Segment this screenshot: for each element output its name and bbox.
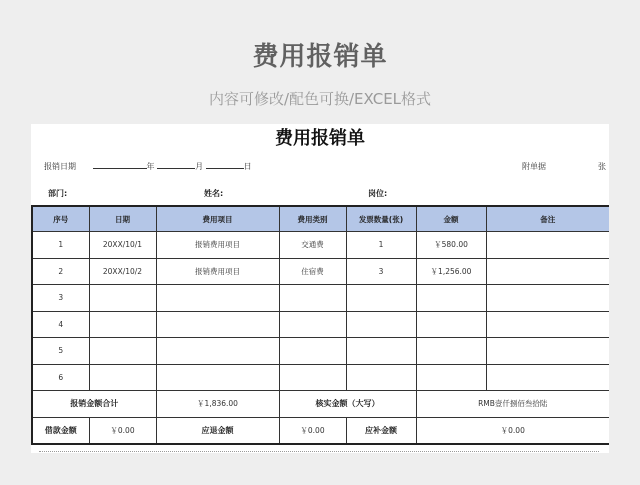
total-value[interactable]: ￥1,836.00 [156,391,279,418]
cell-item[interactable] [156,364,279,391]
verified-label: 核实金额（大写） [279,391,416,418]
cell-item[interactable] [156,338,279,365]
cutoff-signature-row [39,451,599,453]
cell-invoices[interactable] [346,364,416,391]
cell-note[interactable] [486,311,609,338]
total-row [32,391,609,418]
refund-value[interactable]: ￥0.00 [279,417,346,444]
table-row [32,258,609,285]
cell-item[interactable]: 报销费用项目 [156,232,279,259]
cell-amount[interactable] [416,338,486,365]
cell-date[interactable] [89,285,156,312]
month-field[interactable] [157,161,195,169]
loan-label: 借款金额 [32,417,89,444]
col-header-amount: 金额 [416,206,486,232]
date-row [44,161,252,172]
cell-invoices[interactable]: 1 [346,232,416,259]
cell-category[interactable]: 住宿费 [279,258,346,285]
cell-category[interactable] [279,338,346,365]
cell-note[interactable] [486,258,609,285]
cell-no[interactable]: 3 [32,285,89,312]
cell-category[interactable] [279,311,346,338]
cell-amount[interactable] [416,364,486,391]
attach-unit: 张 [598,162,606,171]
col-header-date: 日期 [89,206,156,232]
cell-invoices[interactable] [346,311,416,338]
cell-date[interactable] [89,311,156,338]
name-label: 姓名: [204,189,224,198]
cell-category[interactable] [279,364,346,391]
dept-label: 部门: [48,189,68,198]
cell-no[interactable]: 1 [32,232,89,259]
col-header-no: 序号 [32,206,89,232]
col-header-invoices: 发票数量(张) [346,206,416,232]
cell-date[interactable] [89,338,156,365]
col-header-note: 备注 [486,206,609,232]
cell-date[interactable]: 20XX/10/2 [89,258,156,285]
supplement-label: 应补金额 [346,417,416,444]
expense-table [31,205,609,445]
table-row [32,311,609,338]
refund-label: 应退金额 [156,417,279,444]
col-header-item: 费用项目 [156,206,279,232]
settlement-row [32,417,609,444]
cell-date[interactable] [89,364,156,391]
table-row [32,232,609,259]
cell-item[interactable]: 报销费用项目 [156,258,279,285]
supplement-value[interactable]: ￥0.00 [416,417,609,444]
col-header-category: 费用类别 [279,206,346,232]
cell-amount[interactable] [416,285,486,312]
cell-invoices[interactable]: 3 [346,258,416,285]
cell-no[interactable]: 6 [32,364,89,391]
page-title: 费用报销单 [252,42,388,72]
cell-note[interactable] [486,364,609,391]
table-row [32,364,609,391]
cell-note[interactable] [486,232,609,259]
cell-item[interactable] [156,311,279,338]
date-label: 报销日期 [44,162,76,171]
page-subtitle: 内容可修改/配色可换/EXCEL格式 [208,90,432,108]
cell-note[interactable] [486,285,609,312]
cell-item[interactable] [156,285,279,312]
cell-note[interactable] [486,338,609,365]
cell-amount[interactable]: ￥580.00 [416,232,486,259]
attach-label: 附单据 [522,162,546,171]
form-title: 费用报销单 [275,128,365,149]
cell-amount[interactable] [416,311,486,338]
cell-invoices[interactable] [346,338,416,365]
total-label: 报销金额合计 [32,391,156,418]
cell-invoices[interactable] [346,285,416,312]
verified-value[interactable]: RMB壹仟捌佰叁拾陆 [416,391,609,418]
cell-date[interactable]: 20XX/10/1 [89,232,156,259]
year-label: 年 [146,162,155,171]
year-field[interactable] [93,161,147,169]
cell-amount[interactable]: ￥1,256.00 [416,258,486,285]
cell-category[interactable]: 交通费 [279,232,346,259]
month-label: 月 [195,162,204,171]
expense-form-sheet [31,124,609,453]
table-header-row [32,206,609,232]
table-row [32,285,609,312]
cell-no[interactable]: 4 [32,311,89,338]
position-label: 岗位: [368,189,388,198]
cell-no[interactable]: 2 [32,258,89,285]
cell-no[interactable]: 5 [32,338,89,365]
cell-category[interactable] [279,285,346,312]
day-label: 日 [243,162,252,171]
loan-value[interactable]: ￥0.00 [89,417,156,444]
table-row [32,338,609,365]
day-field[interactable] [206,161,244,169]
